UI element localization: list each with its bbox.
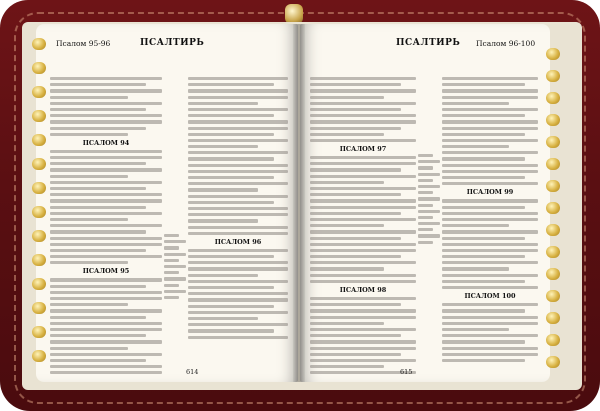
right-text-column-2: [442, 74, 538, 374]
left-text-column-1: [50, 74, 162, 374]
left-page: [36, 24, 298, 382]
psalm-heading: ПСАЛОМ 98: [339, 286, 387, 294]
right-cross-references: [418, 74, 440, 374]
thumb-tab[interactable]: [32, 110, 46, 122]
thumb-tab[interactable]: [546, 202, 560, 214]
thumb-tab[interactable]: [32, 302, 46, 314]
psalm-heading: ПСАЛОМ 97: [339, 145, 387, 154]
psalm-heading: ПСАЛОМ 95: [82, 267, 130, 276]
thumb-tab[interactable]: [32, 206, 46, 218]
left-thumb-index: [28, 38, 48, 368]
psalm-heading: ПСАЛОМ 94: [82, 138, 130, 147]
thumb-tab[interactable]: [546, 334, 560, 346]
thumb-tab[interactable]: [546, 158, 560, 170]
right-page-number: 615: [400, 368, 413, 376]
psalm-heading: ПСАЛОМ 99: [466, 188, 514, 197]
zipper-pull[interactable]: [285, 4, 303, 24]
right-text-column-1: [310, 74, 416, 374]
thumb-tab[interactable]: [546, 312, 560, 324]
thumb-tab[interactable]: [546, 136, 560, 148]
thumb-tab[interactable]: [32, 230, 46, 242]
thumb-tab[interactable]: [546, 356, 560, 368]
thumb-tab[interactable]: [546, 48, 560, 60]
left-text-column-2: [188, 74, 288, 374]
thumb-tab[interactable]: [546, 92, 560, 104]
thumb-tab[interactable]: [546, 268, 560, 280]
thumb-tab[interactable]: [546, 70, 560, 82]
thumb-tab[interactable]: [32, 86, 46, 98]
thumb-tab[interactable]: [32, 158, 46, 170]
psalm-heading: ПСАЛОМ 100: [464, 292, 516, 301]
left-cross-references: [164, 74, 186, 374]
psalm-heading: ПСАЛОМ 96: [214, 237, 262, 246]
thumb-tab[interactable]: [546, 246, 560, 258]
thumb-tab[interactable]: [32, 134, 46, 146]
right-page: [300, 24, 550, 382]
left-running-title: ПСАЛТИРЬ: [140, 38, 205, 48]
thumb-tab[interactable]: [32, 38, 46, 50]
thumb-tab[interactable]: [546, 114, 560, 126]
thumb-tab[interactable]: [32, 350, 46, 362]
left-page-number: 614: [186, 368, 199, 376]
thumb-tab[interactable]: [546, 290, 560, 302]
thumb-tab[interactable]: [32, 254, 46, 266]
thumb-tab[interactable]: [32, 182, 46, 194]
thumb-tab[interactable]: [546, 180, 560, 192]
right-running-head-ref: Псалом 96-100: [476, 39, 536, 48]
book-gutter: [293, 24, 305, 382]
left-running-head-ref: Псалом 95-96: [56, 39, 111, 48]
thumb-tab[interactable]: [32, 278, 46, 290]
right-thumb-index: [540, 38, 564, 368]
thumb-tab[interactable]: [32, 326, 46, 338]
right-running-title: ПСАЛТИРЬ: [396, 38, 461, 48]
thumb-tab[interactable]: [546, 224, 560, 236]
thumb-tab[interactable]: [32, 62, 46, 74]
